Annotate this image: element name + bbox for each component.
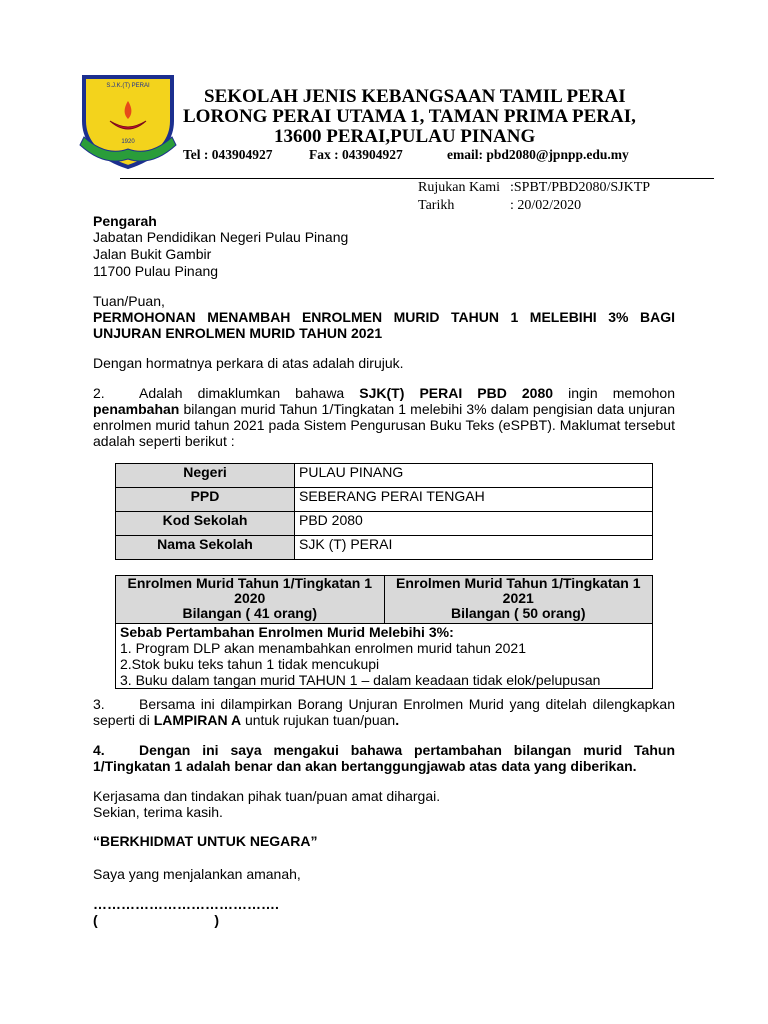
reason-item: 1. Program DLP akan menambahkan enrolmen murid tahun 2021: [120, 640, 526, 656]
motto: “BERKHIDMAT UNTUK NEGARA”: [93, 833, 318, 849]
letter-subject: PERMOHONAN MENAMBAH ENROLMEN MURID TAHUN 1 MELEBIHI 3% BAGI UNJURAN ENROLMEN MURID TAHUN 2021: [93, 309, 675, 341]
school-address-line2: 13600 PERAI,PULAU PINANG: [274, 126, 536, 147]
paragraph-3: [93, 696, 675, 728]
reference-row: [418, 180, 650, 196]
table-row: [116, 464, 653, 488]
signatory-name: ( ): [93, 912, 220, 928]
enrolment-2021-count: Bilangan ( 50 orang): [450, 605, 586, 621]
table-row: [116, 624, 653, 689]
info-value: PULAU PINANG: [295, 464, 653, 488]
para2-text2: ingin memohon: [553, 385, 675, 401]
para3-text1: Bersama ini dilampirkan Borang Unjuran Enrolmen Murid yang ditelah dilengkapkan seperti di: [93, 696, 675, 728]
recipient-line3: 11700 Pulau Pinang: [93, 263, 219, 279]
info-key: PPD: [116, 488, 295, 512]
reason-title: Sebab Pertambahan Enrolmen Murid Melebihi 3%:: [120, 624, 454, 640]
table-row: [116, 536, 653, 560]
recipient-line1: Jabatan Pendidikan Negeri Pulau Pinang: [93, 229, 349, 245]
enrolment-table: [115, 575, 653, 689]
info-value: SJK (T) PERAI: [295, 536, 653, 560]
opening-line: Dengan hormatnya perkara di atas adalah dirujuk.: [93, 355, 404, 371]
para4-text: Dengan ini saya mengakui bahawa pertambahan bilangan murid Tahun 1/Tingkatan 1 adalah benar dan akan bertanggungjawab atas data yang diberikan.: [93, 742, 675, 774]
tel-number: Tel : 043904927: [183, 147, 273, 162]
info-value: PBD 2080: [295, 512, 653, 536]
enrolment-2021-header: [384, 576, 653, 624]
para3-period: .: [395, 712, 400, 728]
para3-number: 3.: [93, 696, 105, 712]
table-row: [116, 488, 653, 512]
salutation: Tuan/Puan,: [93, 293, 165, 309]
enrolment-reasons: [116, 624, 653, 689]
paragraph-4: [93, 742, 675, 774]
para2-text1: Adalah dimaklumkan bahawa: [139, 385, 360, 401]
para3-text2: untuk rujukan tuan/puan: [241, 712, 396, 728]
reference-value: :SPBT/PBD2080/SJKTP: [510, 180, 651, 195]
header-divider: [120, 178, 714, 179]
enrolment-2020-header-text: Enrolmen Murid Tahun 1/Tingkatan 1 2020: [127, 575, 372, 606]
email-address: email: pbd2080@jpnpp.edu.my: [447, 147, 629, 162]
info-key: Nama Sekolah: [116, 536, 295, 560]
para4-number: 4.: [93, 742, 105, 758]
enrolment-2020-header: [116, 576, 385, 624]
table-row: [116, 512, 653, 536]
school-address-line1: LORONG PERAI UTAMA 1, TAMAN PRIMA PERAI,: [183, 106, 636, 127]
reason-item: 2.Stok buku teks tahun 1 tidak mencukupi: [120, 656, 380, 672]
closing-line2: Sekian, terima kasih.: [93, 804, 223, 820]
info-key: Negeri: [116, 464, 295, 488]
logo-top-text: S.J.K.(T) PERAI: [106, 83, 150, 89]
para2-bold: penambahan: [93, 401, 180, 417]
recipient-title: Pengarah: [93, 213, 157, 229]
date-row: [418, 198, 581, 214]
fax-number: Fax : 043904927: [309, 147, 403, 162]
date-value: : 20/02/2020: [510, 198, 582, 213]
signoff: Saya yang menjalankan amanah,: [93, 866, 301, 882]
recipient-line2: Jalan Bukit Gambir: [93, 246, 212, 262]
info-key: Kod Sekolah: [116, 512, 295, 536]
date-label: Tarikh: [418, 198, 455, 213]
closing-line1: Kerjasama dan tindakan pihak tuan/puan amat dihargai.: [93, 788, 441, 804]
school-name: SEKOLAH JENIS KEBANGSAAN TAMIL PERAI: [204, 86, 626, 107]
enrolment-2021-header-text: Enrolmen Murid Tahun 1/Tingkatan 1 2021: [395, 575, 641, 606]
info-value: SEBERANG PERAI TENGAH: [295, 488, 653, 512]
para2-school: SJK(T) PERAI PBD 2080: [359, 385, 554, 401]
school-logo: [76, 71, 180, 171]
logo-year: 1920: [121, 139, 135, 145]
school-info-table: [115, 463, 653, 560]
signature-line: ………………………………….: [93, 896, 279, 912]
enrolment-2020-count: Bilangan ( 41 orang): [182, 605, 318, 621]
para2-number: 2.: [93, 385, 105, 401]
reference-label: Rujukan Kami: [418, 180, 501, 195]
reason-item: 3. Buku dalam tangan murid TAHUN 1 – dalam keadaan tidak elok/pelupusan: [120, 672, 601, 688]
para3-attachment: LAMPIRAN A: [153, 712, 242, 728]
contact-line: [183, 147, 629, 163]
table-row: [116, 576, 653, 624]
paragraph-2: [93, 385, 675, 449]
para2-text3: bilangan murid Tahun 1/Tingkatan 1 melebihi 3% dalam pengisian data unjuran enrolmen murid tahun 2021 pada Sistem Pengurusan Buku Teks (eSPBT). Maklumat tersebut adalah seperti berikut :: [93, 401, 675, 449]
